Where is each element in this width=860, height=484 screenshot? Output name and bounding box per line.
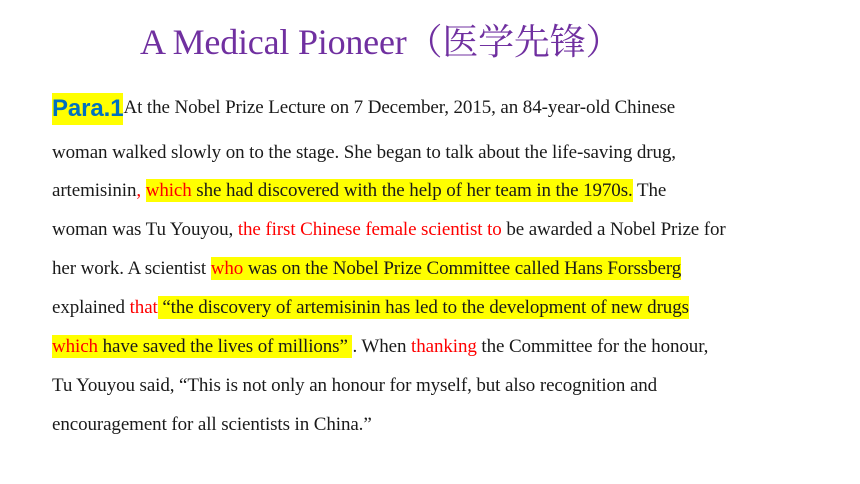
line-text: woman walked slowly on to the stage. She began to talk about the life-saving drug,	[52, 142, 676, 163]
red-text: that	[129, 297, 158, 318]
highlighted-text: was on the Nobel Prize Committee called Hans Forssberg	[243, 258, 682, 279]
red-text: thanking	[411, 336, 477, 357]
highlighted-red-text: which	[52, 336, 98, 357]
line-text: the Committee for the honour,	[476, 336, 709, 357]
line-text: Tu Youyou said, “This is not only an honour for myself, but also recognition and	[52, 375, 658, 396]
highlighted-text: have saved the lives of millions”	[97, 336, 353, 357]
paragraph-line-4	[52, 216, 726, 244]
highlighted-red-text: which	[145, 180, 192, 201]
paragraph-line-6	[52, 294, 689, 322]
highlighted-text: she had discovered with the help of her team in the 1970s.	[191, 180, 633, 201]
line-text: her work. A scientist	[52, 258, 211, 279]
line-text: woman was Tu Youyou,	[52, 219, 238, 240]
paragraph-line-1	[52, 93, 675, 125]
line-text: encouragement for all scientists in China.”	[52, 414, 372, 435]
paragraph-line-5	[52, 255, 681, 283]
paragraph-line-8	[52, 372, 657, 400]
para-label: Para.1	[52, 93, 123, 125]
paragraph-line-3	[52, 177, 666, 205]
slide-title: A Medical Pioneer（医学先锋）	[140, 22, 622, 62]
line-text: explained	[52, 297, 130, 318]
line-text: be awarded a Nobel Prize for	[501, 219, 726, 240]
paragraph-line-9	[52, 411, 372, 439]
line-text: At the Nobel Prize Lecture on 7 December, 2015, an 84-year-old Chinese	[123, 97, 676, 118]
red-text: ,	[136, 180, 146, 201]
line-text: The	[632, 180, 667, 201]
red-text: the first Chinese female scientist to	[237, 219, 502, 240]
highlighted-text: “the discovery of artemisinin has led to the development of new drugs	[157, 297, 689, 318]
line-text: artemisinin	[52, 180, 137, 201]
line-text: . When	[352, 336, 412, 357]
paragraph-line-7	[52, 333, 708, 361]
highlighted-red-text: who	[210, 258, 244, 279]
paragraph-line-2	[52, 139, 676, 167]
